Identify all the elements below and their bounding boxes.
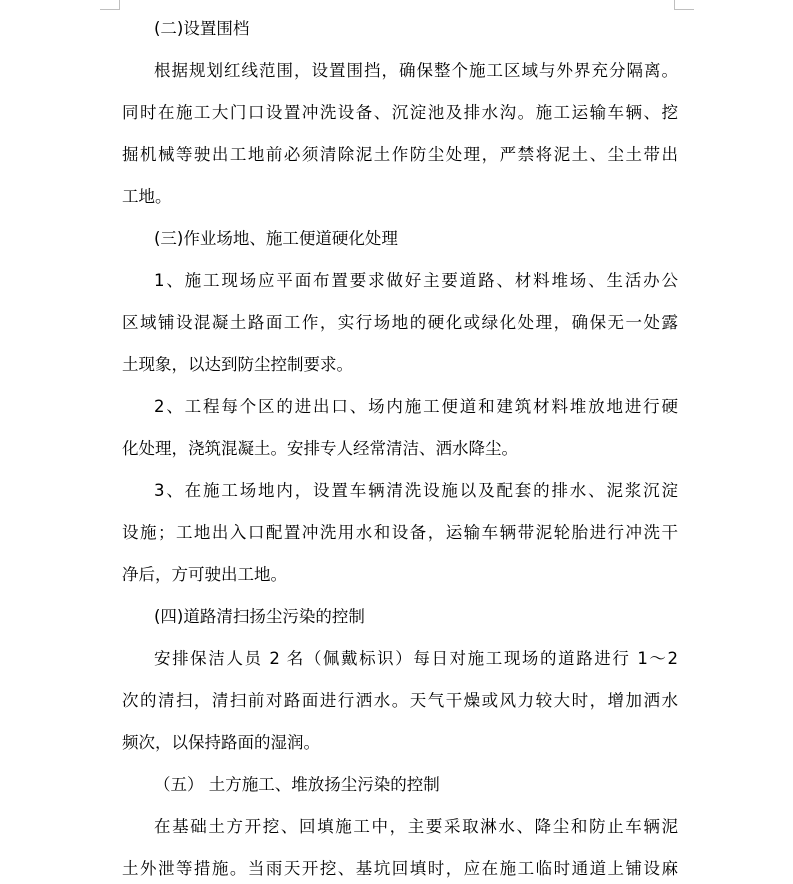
paragraph-line: 化处理，浇筑混凝土。安排专人经常清洁、洒水降尘。	[122, 439, 518, 458]
paragraph-line: 设施；工地出入口配置冲洗用水和设备，运输车辆带泥轮胎进行冲洗干	[122, 523, 678, 542]
paragraph-line: 工地。	[122, 187, 172, 206]
section-heading-5: （五） 土方施工、堆放扬尘污染的控制	[154, 775, 440, 794]
paragraph-line: 土现象，以达到防尘控制要求。	[122, 355, 353, 374]
paragraph-line: 区域铺设混凝土路面工作，实行场地的硬化或绿化处理，确保无一处露	[122, 313, 678, 332]
section-heading-4: (四)道路清扫扬尘污染的控制	[154, 607, 365, 626]
paragraph-line: 次的清扫，清扫前对路面进行洒水。天气干燥或风力较大时，增加洒水	[122, 691, 678, 710]
crop-mark-top-right-vertical	[674, 0, 675, 9]
paragraph-line: 净后，方可驶出工地。	[122, 565, 287, 584]
paragraph-line: 根据规划红线范围，设置围挡，确保整个施工区域与外界充分隔离。	[154, 61, 678, 80]
paragraph-line: 掘机械等驶出工地前必须清除泥土作防尘处理，严禁将泥土、尘土带出	[122, 145, 678, 164]
paragraph-line: 同时在施工大门口设置冲洗设备、沉淀池及排水沟。施工运输车辆、挖	[122, 103, 678, 122]
paragraph-line: 2、工程每个区的进出口、场内施工便道和建筑材料堆放地进行硬	[154, 397, 678, 416]
paragraph-line: 1、施工现场应平面布置要求做好主要道路、材料堆场、生活办公	[154, 271, 678, 290]
crop-mark-top-right-horizontal	[674, 9, 694, 10]
paragraph-line: 安排保洁人员 2 名（佩戴标识）每日对施工现场的道路进行 1～2	[154, 649, 678, 668]
paragraph-line: 土外泄等措施。当雨天开挖、基坑回填时，应在施工临时通道上铺设麻	[122, 859, 678, 878]
section-heading-3: (三)作业场地、施工便道硬化处理	[154, 229, 398, 248]
paragraph-line: 在基础土方开挖、回填施工中，主要采取淋水、降尘和防止车辆泥	[154, 817, 678, 836]
paragraph-line: 3、在施工场地内，设置车辆清洗设施以及配套的排水、泥浆沉淀	[154, 481, 678, 500]
crop-mark-top-left-horizontal	[100, 9, 120, 10]
crop-mark-top-left-vertical	[119, 0, 120, 9]
section-heading-2: (二)设置围档	[154, 19, 250, 38]
paragraph-line: 频次，以保持路面的湿润。	[122, 733, 320, 752]
